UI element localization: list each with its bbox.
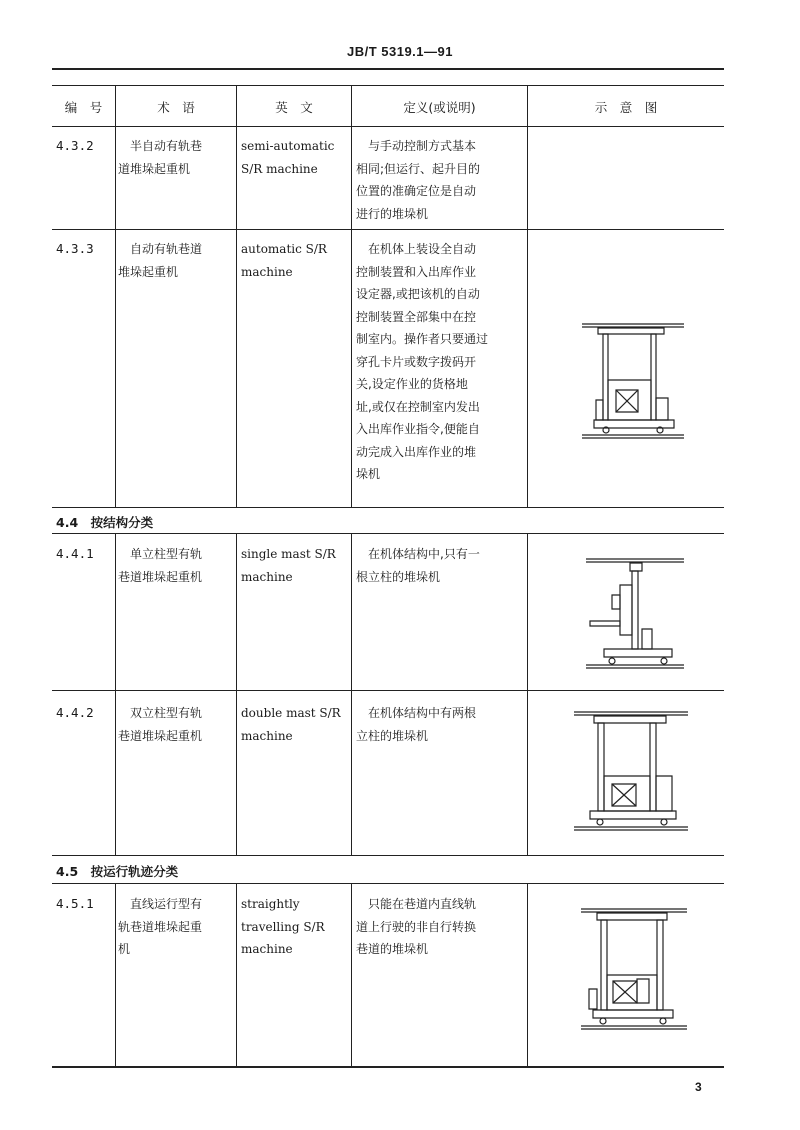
entry-number: 4.3.3 xyxy=(56,241,94,256)
straight-travelling-stacker-diagram xyxy=(575,903,691,1033)
column-header-term: 术 语 xyxy=(157,100,195,115)
column-divider xyxy=(115,86,116,507)
column-divider xyxy=(527,86,528,507)
column-divider xyxy=(236,884,237,1066)
column-divider xyxy=(236,86,237,507)
column-divider xyxy=(351,534,352,855)
column-divider xyxy=(527,884,528,1066)
single-mast-stacker-diagram xyxy=(582,555,686,673)
entry-english: semi-automatic S/R machine xyxy=(241,139,335,176)
entry-term: 自动有轨巷道 堆垛起重机 xyxy=(118,242,203,279)
entry-number: 4.3.2 xyxy=(56,138,94,153)
entry-definition: 与手动控制方式基本 相同;但运行、起升目的 位置的准确定位是自动 进行的堆垛机 xyxy=(356,139,481,221)
section-bottom-rule xyxy=(52,883,724,884)
entry-term: 双立柱型有轨 巷道堆垛起重机 xyxy=(118,706,203,743)
entry-english: automatic S/R machine xyxy=(241,242,327,279)
column-divider xyxy=(351,884,352,1066)
table-top-rule xyxy=(52,68,724,70)
column-header-english: 英 文 xyxy=(275,100,313,115)
standard-number-header: JB/T 5319.1—91 xyxy=(346,44,453,59)
entry-english: straightly travelling S/R machine xyxy=(241,897,325,956)
double-mast-stacker-diagram xyxy=(576,318,686,446)
entry-definition: 在机体结构中有两根 立柱的堆垛机 xyxy=(356,706,477,743)
table-header-top-rule xyxy=(52,85,724,86)
table-bottom-rule xyxy=(52,1066,724,1068)
entry-term: 单立柱型有轨 巷道堆垛起重机 xyxy=(118,547,203,584)
entry-number: 4.5.1 xyxy=(56,896,94,911)
section-top-rule xyxy=(52,507,724,508)
table-header-bottom-rule xyxy=(52,126,724,127)
row-divider xyxy=(52,690,724,691)
entry-number: 4.4.2 xyxy=(56,705,94,720)
entry-number: 4.4.1 xyxy=(56,546,94,561)
entry-definition: 在机体上装设全自动 控制装置和入出库作业 设定器,或把该机的自动 控制装置全部集中在控 制室内。操作者只要通过 穿孔卡片或数字拨码开 关,设定作业的货格地 址,或仅在控制室内发出 入出库作业指令,便能自 动完成入出库作业的堆 垛机 xyxy=(356,242,489,481)
entry-english: single mast S/R machine xyxy=(241,547,336,584)
page-number: 3 xyxy=(695,1080,702,1094)
entry-term: 半自动有轨巷 道堆垛起重机 xyxy=(118,139,203,176)
entry-definition: 在机体结构中,只有一 根立柱的堆垛机 xyxy=(356,547,480,584)
column-header-definition: 定义(或说明) xyxy=(403,100,476,115)
column-divider xyxy=(351,86,352,507)
column-divider xyxy=(236,534,237,855)
entry-term: 直线运行型有 轨巷道堆垛起重 机 xyxy=(118,897,203,956)
section-top-rule xyxy=(52,855,724,856)
section-heading: 4.4 按结构分类 xyxy=(56,515,154,530)
column-divider xyxy=(115,884,116,1066)
entry-definition: 只能在巷道内直线轨 道上行驶的非自行转换 巷道的堆垛机 xyxy=(356,897,477,956)
column-header-diagram: 示 意 图 xyxy=(594,100,658,115)
double-mast-stacker-diagram xyxy=(566,706,692,836)
entry-english: double mast S/R machine xyxy=(241,706,341,743)
column-header-number: 编 号 xyxy=(64,100,103,115)
column-divider xyxy=(115,534,116,855)
section-heading: 4.5 按运行轨迹分类 xyxy=(56,864,179,879)
column-divider xyxy=(527,534,528,855)
section-bottom-rule xyxy=(52,533,724,534)
row-divider xyxy=(52,229,724,230)
